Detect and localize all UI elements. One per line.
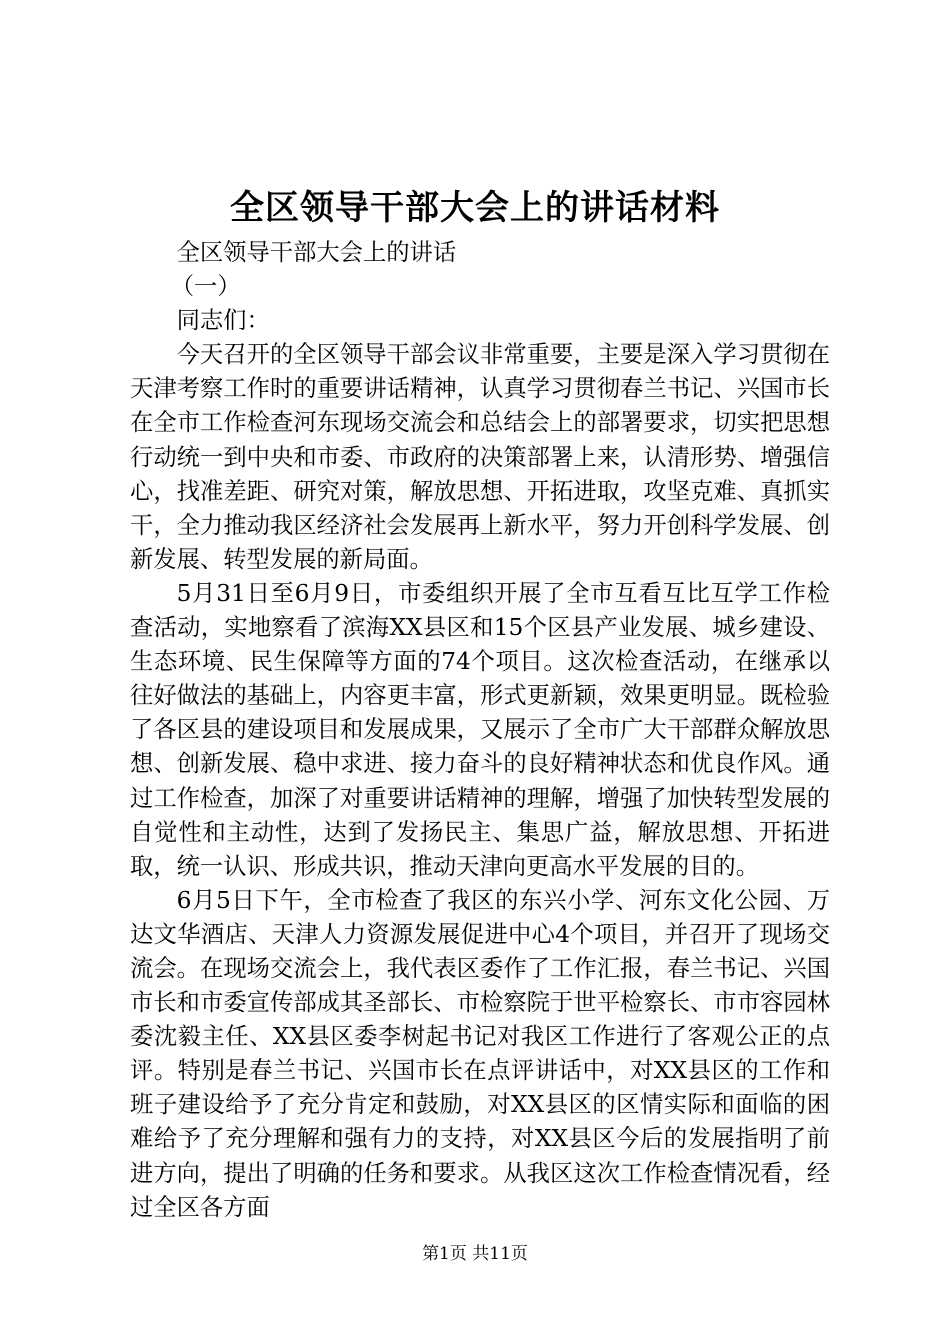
paragraph-3: 6月5日下午，全市检查了我区的东兴小学、河东文化公园、万达文华酒店、天津人力资源发展促进中心4个项目，并召开了现场交流会。在现场交流会上，我代表区委作了工作汇报，春兰书记、兴国市长和市委宣传部成其圣部长、市检察院于世平检察长、市市容园林委沈毅主任、XX县区委李树起书记对我区工作进行了客观公正的点评。特别是春兰书记、兴国市长在点评讲话中，对XX县区的工作和班子建设给予了充分肯定和鼓励，对XX县区的区情实际和面临的困难给予了充分理解和强有力的支持，对XX县区今后的发展指明了前进方向，提出了明确的任务和要求。从我区这次工作检查情况看，经过全区各方面 bbox=[130, 886, 830, 1221]
paragraph-2: 5月31日至6月9日，市委组织开展了全市互看互比互学工作检查活动，实地察看了滨海XX县区和15个区县产业发展、城乡建设、生态环境、民生保障等方面的74个项目。这次检查活动，在继承以往好做法的基础上，内容更丰富，形式更新颖，效果更明显。既检验了各区县的建设项目和发展成果，又展示了全市广大干部群众解放思想、创新发展、稳中求进、接力奋斗的良好精神状态和优良作风。通过工作检查，加深了对重要讲话精神的理解，增强了加快转型发展的自觉性和主动性，达到了发扬民主、集思广益，解放思想、开拓进取，统一认识、形成共识，推动天津向更高水平发展的目的。 bbox=[130, 579, 830, 880]
document-title: 全区领导干部大会上的讲话材料 bbox=[230, 188, 720, 228]
document-body bbox=[130, 236, 830, 1225]
page-footer: 第1页 共11页 bbox=[422, 1244, 528, 1264]
salutation: 同志们： bbox=[176, 307, 270, 335]
section-marker: （一） bbox=[170, 273, 241, 301]
document-subtitle: 全区领导干部大会上的讲话 bbox=[176, 239, 457, 266]
paragraph-1: 今天召开的全区领导干部会议非常重要，主要是深入学习贯彻在天津考察工作时的重要讲话精神，认真学习贯彻春兰书记、兴国市长在全市工作检查河东现场交流会和总结会上的部署要求，切实把思想行动统一到中央和市委、市政府的决策部署上来，认清形势、增强信心，找准差距、研究对策，解放思想、开拓进取，攻坚克难、真抓实干，全力推动我区经济社会发展再上新水平，努力开创科学发展、创新发展、转型发展的新局面。 bbox=[130, 341, 830, 573]
